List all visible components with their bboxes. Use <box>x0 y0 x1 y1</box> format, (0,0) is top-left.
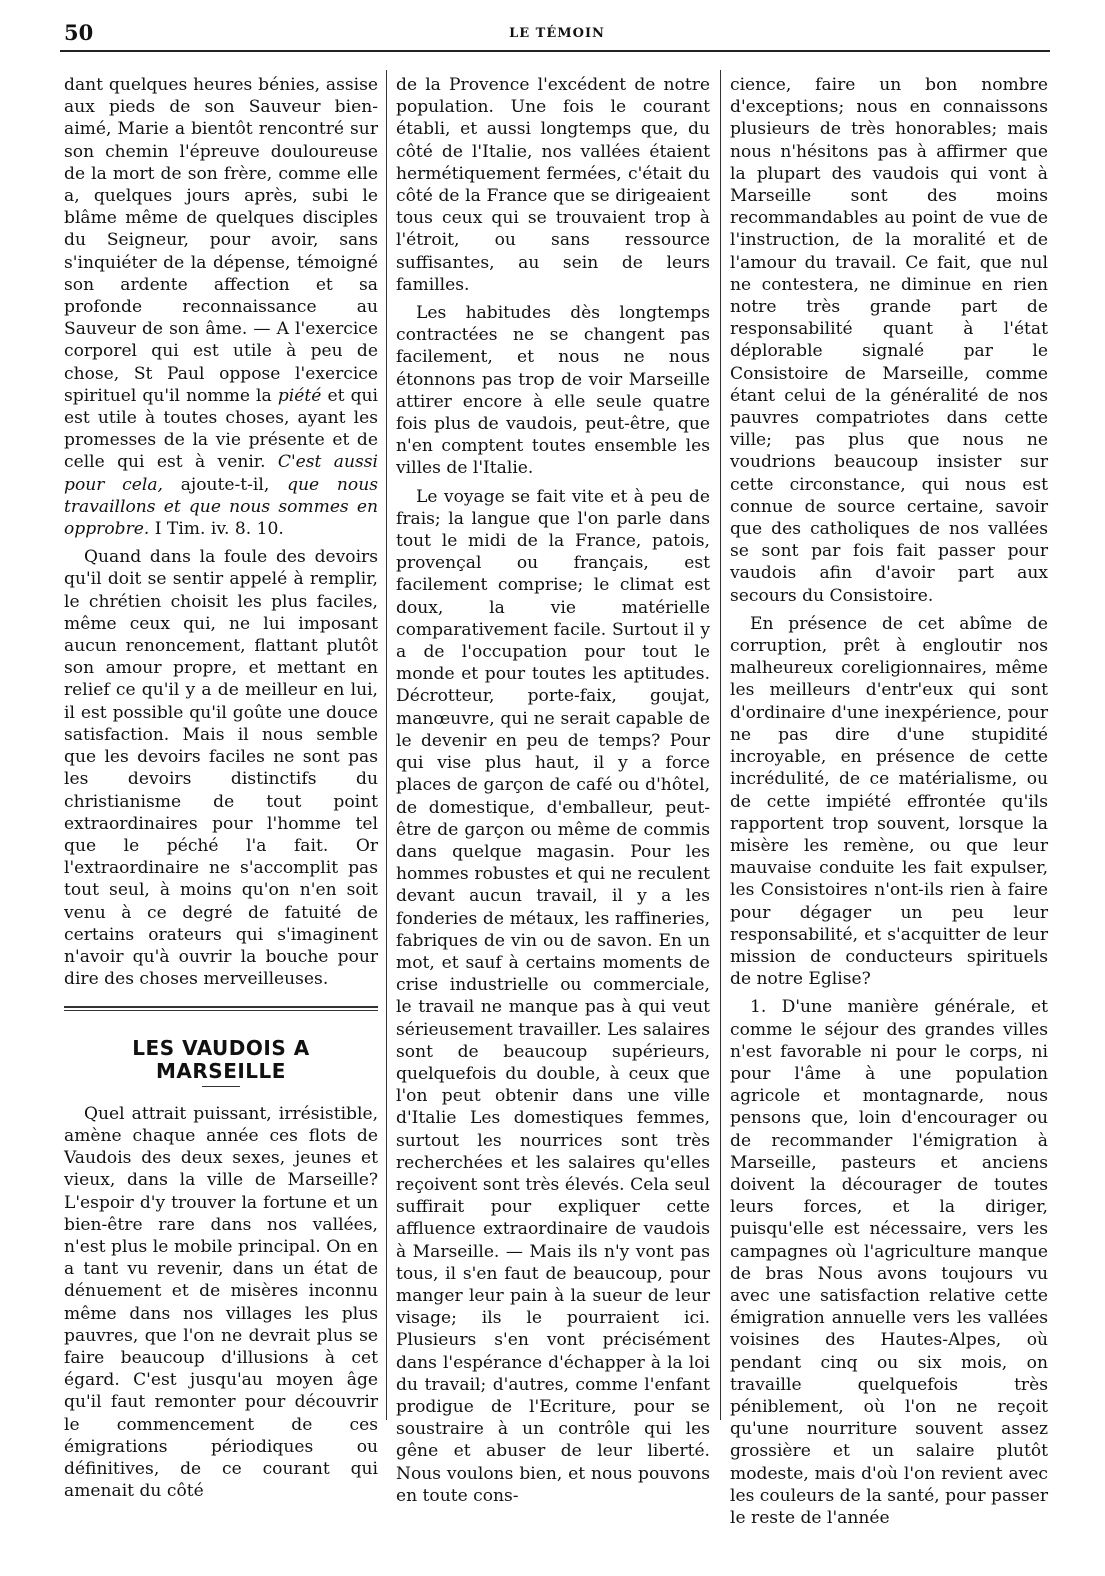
paragraph: de la Provence l'excédent de notre population. Une fois le courant établi, et aussi longtemps que, du côté de l'Italie, nos vallées étaient hermétiquement fermées, c'était du côté de la France que se dirigeaient tous ceux qui se trouvaient trop à l'étroit, ou sans ressource suffisantes, au sein de leurs familles. <box>396 75 710 295</box>
page-header <box>64 20 1050 46</box>
journal-title: LE TÉMOIN <box>509 26 605 41</box>
section-rule <box>64 1010 378 1011</box>
paragraph: Le voyage se fait vite et à peu de frais; la langue que l'on parle dans tout le midi de la France, patois, provençal ou français, est facilement comprise; le climat est doux, la vie matérielle comparativement facile. Surtout il y a de l'occupation pour tout le monde et pour toutes les aptitudes. Décrotteur, porte-faix, goujat, manœuvre, qui ne serait capable de le devenir en peu de temps? Pour qui vise plus haut, il y a force places de garçon de café ou d'hôtel, de domestique, d'emballeur, peut-être de garçon ou même de commis dans quelque magasin. Pour les hommes robustes et qui ne reculent devant aucun travail, il y a les fonderies de métaux, les raffineries, fabriques de vin ou de savon. En un mot, et sauf à certains moments de crise industrielle ou commerciale, le travail ne manque pas à qui veut sérieusement travailler. Les salaires sont de beaucoup supérieurs, quelquefois du double, à ceux que l'on peut obtenir dans une ville d'Italie Les domestiques femmes, surtout les nourrices sont très recherchées et les salaires qu'elles reçoivent sont très élevés. Cela seul suffirait pour expliquer cette affluence extraordinaire de vaudois à Marseille. — Mais ils n'y vont pas tous, il s'en faut de beaucoup, pour manger leur pain à la sueur de leur visage; ils le pourraient ici. Plusieurs s'en vont précisément dans l'espérance d'échapper à la loi du travail; d'autres, comme l'enfant prodigue de l'Ecriture, pour se soustraire à un contrôle qui les gêne et abuser de leur liberté. Nous voulons bien, et nous pouvons en toute cons- <box>396 486 710 1506</box>
paragraph: Les habitudes dès longtemps contractées ne se changent pas facilement, et nous ne nous étonnons pas trop de voir Marseille attirer encore à elle seule quatre fois plus de vaudois, peut-être, que n'en comptent toutes ensemble les villes de l'Italie. <box>396 303 710 479</box>
section-rule <box>64 1006 378 1008</box>
text-run: et qui est utile à toutes choses, ayant les promesses de la vie présente et de celle qui est à venir. <box>64 385 379 473</box>
column-1 <box>64 74 378 1508</box>
title-dash <box>202 1086 240 1087</box>
italic-quote: C'est aussi pour cela, <box>64 452 378 495</box>
scripture-reference: I Tim. iv. 8. 10. <box>149 519 284 540</box>
column-divider-1 <box>386 70 387 1420</box>
italic-word: piété <box>277 385 322 406</box>
paragraph: 1. D'une manière générale, et comme le séjour des grandes villes n'est favorable ni pour le corps, ni pour l'âme à une population agricole et montagnarde, nous pensons que, loin d'encourager ou de recommander l'émigration à Marseille, pasteurs et anciens doivent la décourager de toutes leurs forces, et la diriger, puisqu'elle est nécessaire, vers les campagnes où l'agriculture manque de bras Nous avons toujours vu avec une satisfaction relative cette émigration annuelle vers les vallées voisines des Hautes-Alpes, où pendant cinq ou six mois, on travaille quelquefois très péniblement, où l'on ne reçoit qu'une nourriture souvent assez grossière et un salaire plutôt modeste, mais d'où l'on revient avec les couleurs de la santé, pour passer le reste de l'année <box>730 997 1048 1528</box>
paragraph <box>64 74 378 540</box>
paragraph: Quand dans la foule des devoirs qu'il doit se sentir appelé à remplir, le chrétien choisit les plus faciles, même ceux qui, ne lui imposant aucun renoncement, flattant plutôt son amour propre, et mettant en relief ce qu'il y a de meilleur en lui, il est possible qu'il goûte une douce satisfaction. Mais il nous semble que les devoirs faciles ne sont pas les devoirs distinctifs du christianisme de tout point extraordinaires pour l'homme tel que le péché l'a fait. Or l'extraordinaire ne s'accomplit pas tout seul, à moins qu'on n'en soit venu à ce degré de fatuité de certains orateurs qui s'imaginent n'avoir qu'à ouvrir la bouche pour dire des choses merveilleuses. <box>64 547 378 990</box>
column-3 <box>730 74 1048 1535</box>
column-2 <box>396 74 710 1513</box>
column-divider-2 <box>720 70 721 1420</box>
paragraph: En présence de cet abîme de corruption, prêt à engloutir nos malheureux coreligionnaires, même les meilleurs d'entr'eux qui sont d'ordinaire d'une inexpérience, pour ne pas dire d'une stupidité incroyable, en présence de cette incrédulité, de ce matérialisme, ou de cette impiété effrontée qu'ils rapportent trop souvent, lorsque la misère les remène, ou que leur mauvaise conduite les fait expulser, les Consistoires n'ont-ils rien à faire pour dégager un peu leur responsabilité, et s'acquitter de leur mission de conducteurs spirituels de notre Eglise? <box>730 613 1048 990</box>
paragraph: Quel attrait puissant, irrésistible, amène chaque année ces flots de Vaudois des deux sexes, jeunes et vieux, dans la ville de Marseille? L'espoir d'y trouver la fortune et un bien-être rare dans nos vallées, n'est plus le mobile principal. On en a tant vu revenir, dans un état de dénuement et de misères inconnu même dans nos villages les plus pauvres, que l'on ne devrait plus se faire beaucoup d'illusions à cet égard. C'est jusqu'au moyen âge qu'il faut remonter pour découvrir le commencement de ces émigrations périodiques ou définitives, de ce courant qui amenait du côté <box>64 1103 378 1502</box>
section-title: LES VAUDOIS A MARSEILLE <box>132 1036 310 1083</box>
text-run: dant quelques heures bénies, assise aux pieds de son Sauveur bien-aimé, Marie a bientôt rencontré sur son chemin l'épreuve douloureuse de la mort de son frère, comme elle a, quelques jours après, subi le blâme même de quelques disciples du Seigneur, pour avoir, sans s'inquiéter de la dépense, témoigné son ardente affection et sa profonde reconnaissance au Sauveur de son âme. — A l'exercice corporel qui est utile à peu de chose, St Paul oppose l'exercice spirituel qu'il nomme la <box>64 75 378 406</box>
header-rule <box>60 50 1050 52</box>
text-run: ajoute-t-il, <box>162 474 288 495</box>
italic-quote: que nous travaillons et que nous sommes en opprobre. <box>64 474 378 540</box>
paragraph: cience, faire un bon nombre d'exceptions; nous en connaissons plusieurs de très honorables; mais nous n'hésitons pas à affirmer que la plupart des vaudois qui vont à Marseille sont des moins recommandables au point de vue de l'instruction, de la moralité et de l'amour du travail. Ce fait, que nul ne contestera, ne diminue en rien notre très grande part de responsabilité quant à l'état déplorable signalé par le Consistoire de Marseille, comme étant celui de la généralité de nos pauvres compatriotes dans cette ville; pas plus que nous ne voudrions beaucoup insister sur cette circonstance, qui nous est connue de source certaine, savoir que des catholiques de nos vallées se sont par fois fait passer pour vaudois afin d'avoir part aux secours du Consistoire. <box>730 75 1048 606</box>
page-number: 50 <box>64 20 94 45</box>
